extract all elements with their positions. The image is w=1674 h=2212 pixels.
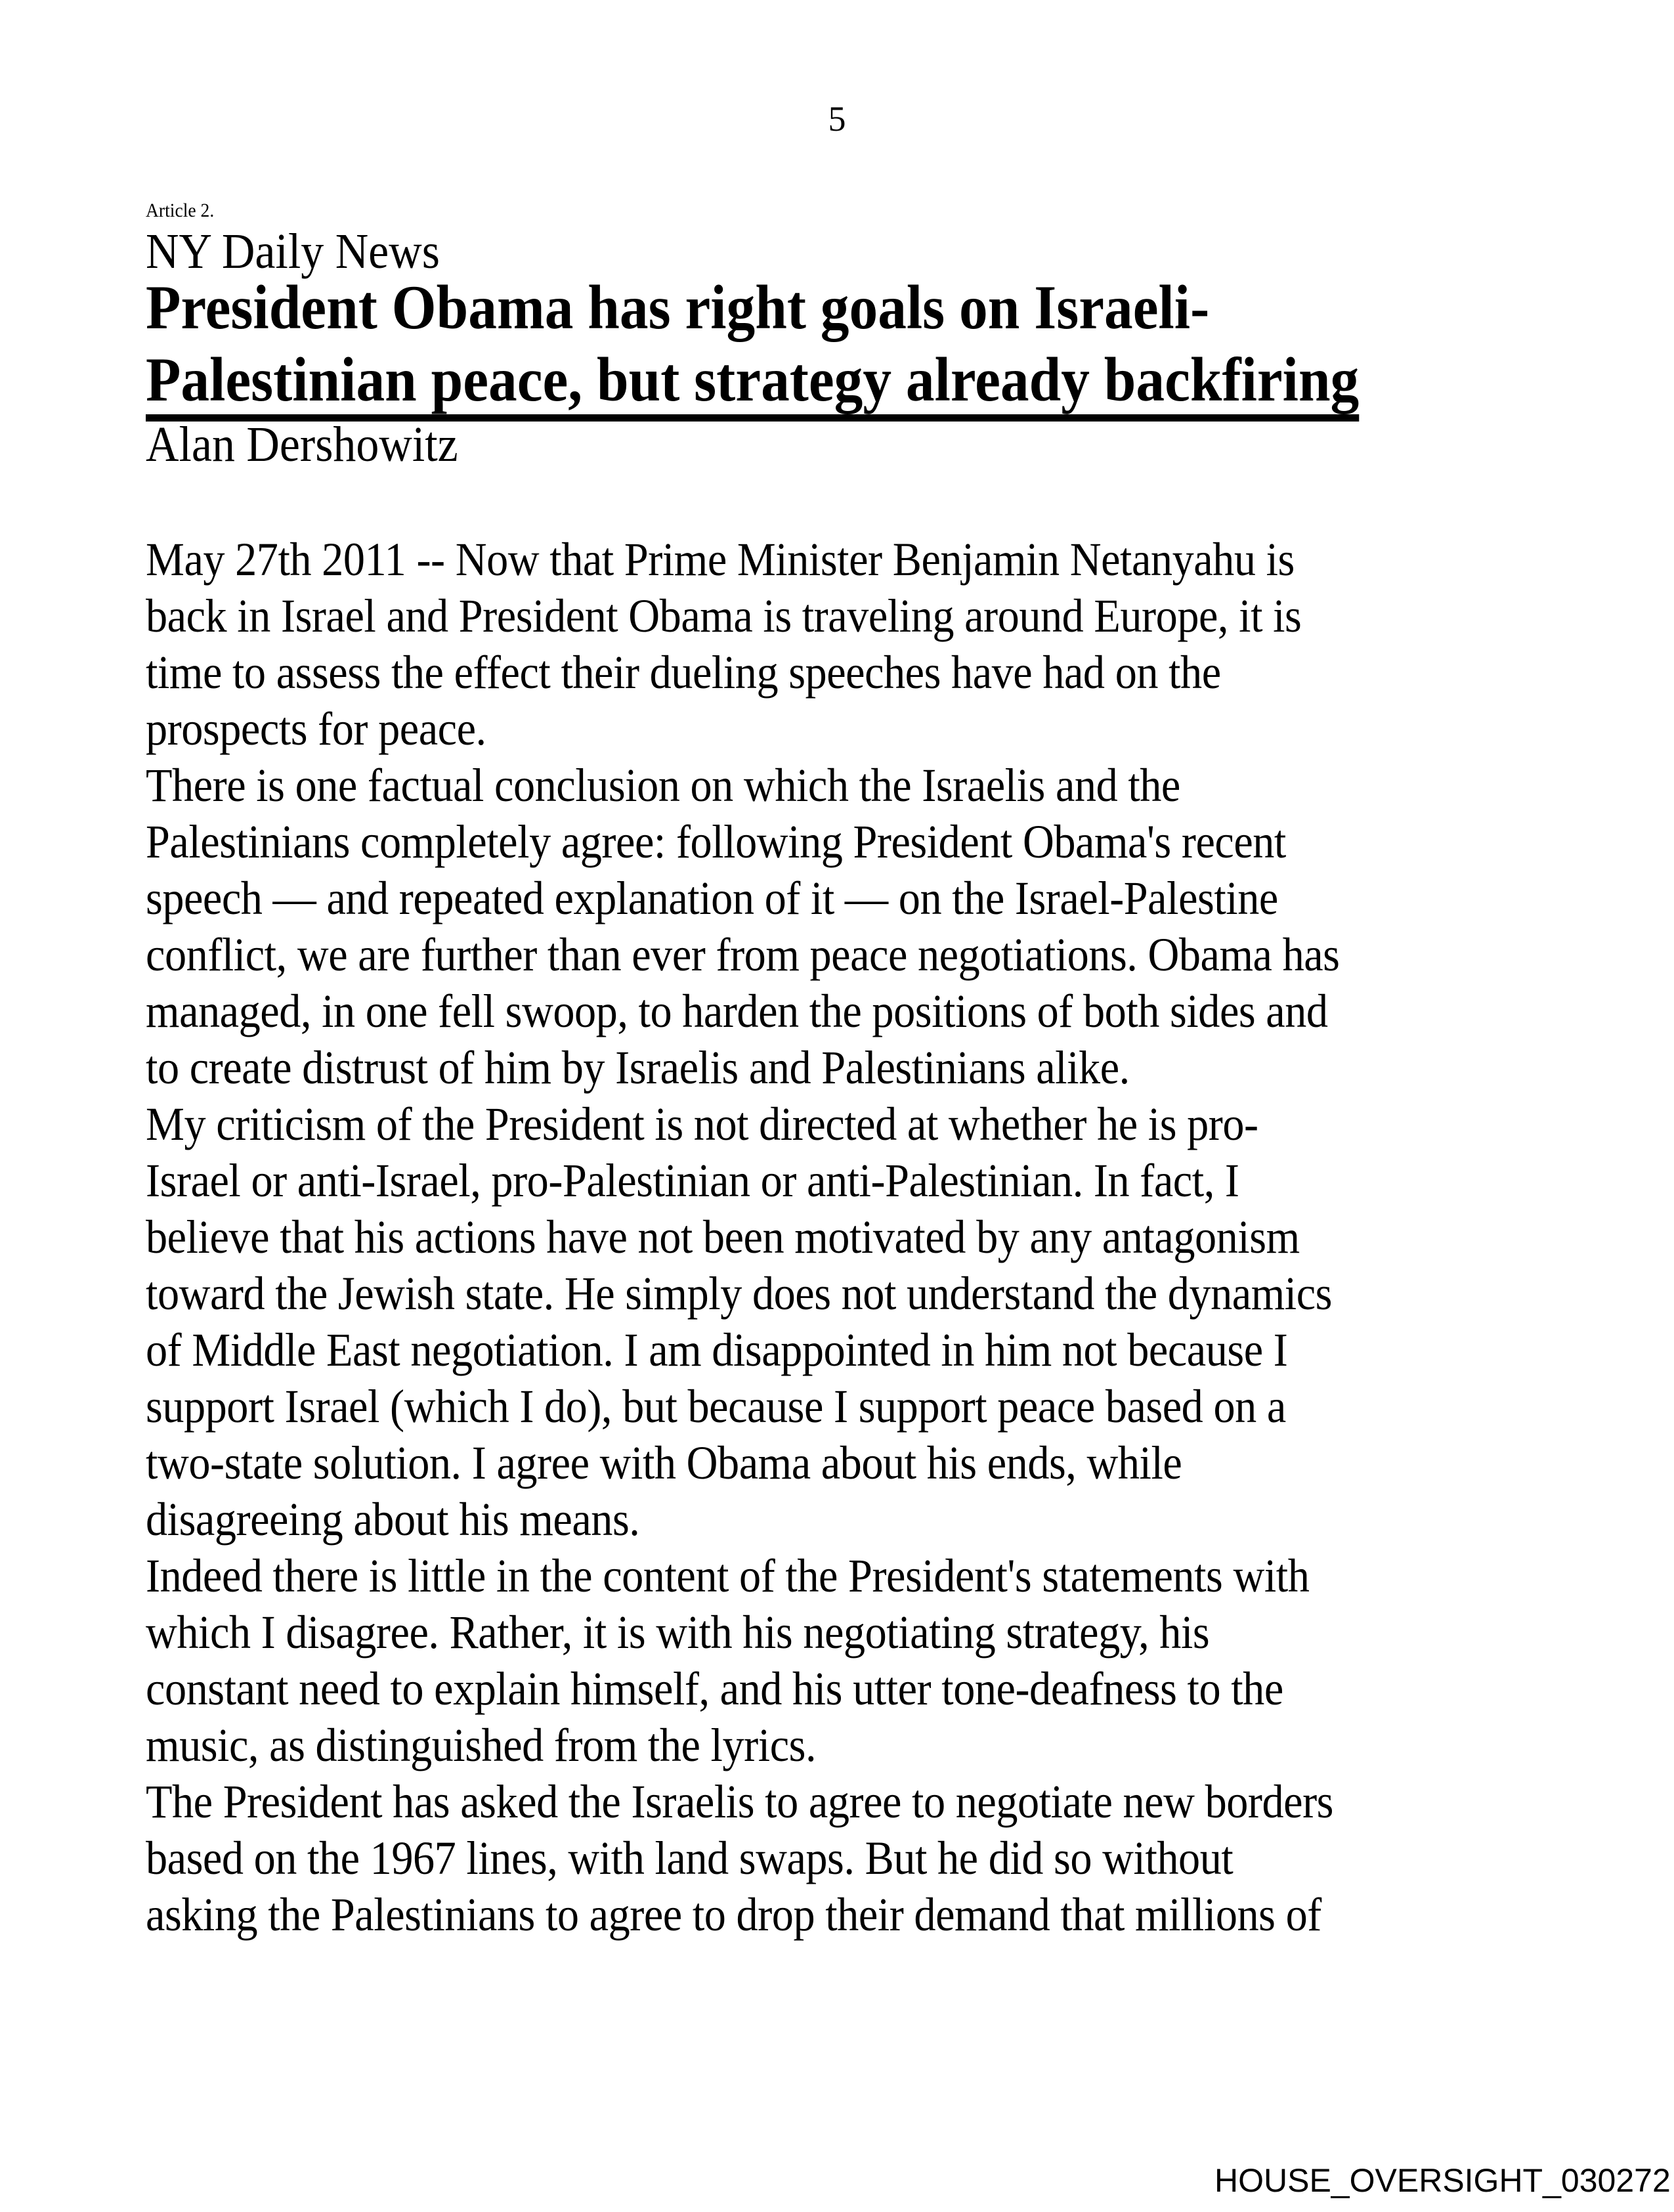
body-line: Indeed there is little in the content of the President's statements with — [146, 1550, 1310, 1602]
body-line: prospects for peace. — [146, 703, 486, 755]
body-line: There is one factual conclusion on which the Israelis and the — [146, 759, 1180, 812]
body-line: of Middle East negotiation. I am disappointed in him not because I — [146, 1324, 1288, 1376]
body-line: back in Israel and President Obama is traveling around Europe, it is — [146, 590, 1302, 642]
body-line: music, as distinguished from the lyrics. — [146, 1719, 817, 1771]
headline-line-1: President Obama has right goals on Israeli- — [146, 272, 1210, 342]
body-line: The President has asked the Israelis to agree to negotiate new borders — [146, 1775, 1334, 1828]
article-label: Article 2. — [146, 200, 215, 221]
bates-number: HOUSE_OVERSIGHT_030272 — [1214, 2162, 1671, 2199]
body-line: asking the Palestinians to agree to drop their demand that millions of — [146, 1888, 1321, 1941]
body-line: to create distrust of him by Israelis and Palestinians alike. — [146, 1041, 1130, 1094]
body-line: conflict, we are further than ever from peace negotiations. Obama has — [146, 928, 1340, 981]
body-line: which I disagree. Rather, it is with his negotiating strategy, his — [146, 1606, 1210, 1659]
body-line: Palestinians completely agree: following President Obama's recent — [146, 815, 1286, 868]
body-line: Israel or anti-Israel, pro-Palestinian or anti-Palestinian. In fact, I — [146, 1154, 1239, 1207]
body-line: support Israel (which I do), but because I support peace based on a — [146, 1380, 1286, 1433]
body-line: managed, in one fell swoop, to harden the positions of both sides and — [146, 985, 1328, 1037]
body-line: based on the 1967 lines, with land swaps. But he did so without — [146, 1832, 1234, 1884]
article-body — [146, 531, 1339, 1943]
headline-line-2-text: Palestinian peace, but strategy already backfiring — [146, 345, 1359, 422]
body-line: believe that his actions have not been motivated by any antagonism — [146, 1211, 1300, 1263]
body-line: speech — and repeated explanation of it — on the Israel-Palestine — [146, 872, 1278, 924]
article-byline: Alan Dershowitz — [146, 417, 458, 472]
body-line: constant need to explain himself, and his utter tone-deafness to the — [146, 1662, 1283, 1715]
body-line: May 27th 2011 -- Now that Prime Minister Benjamin Netanyahu is — [146, 533, 1295, 586]
headline-line-2 — [146, 343, 1359, 416]
body-line: two-state solution. I agree with Obama about his ends, while — [146, 1437, 1182, 1489]
body-line: disagreeing about his means. — [146, 1493, 640, 1546]
body-line: My criticism of the President is not directed at whether he is pro- — [146, 1098, 1258, 1150]
article-source: NY Daily News — [146, 224, 440, 279]
body-line: time to assess the effect their dueling speeches have had on the — [146, 646, 1221, 699]
page-number: 5 — [828, 99, 846, 139]
document-content — [146, 0, 1535, 2212]
body-line: toward the Jewish state. He simply does not understand the dynamics — [146, 1267, 1332, 1320]
article-headline — [146, 271, 1359, 416]
